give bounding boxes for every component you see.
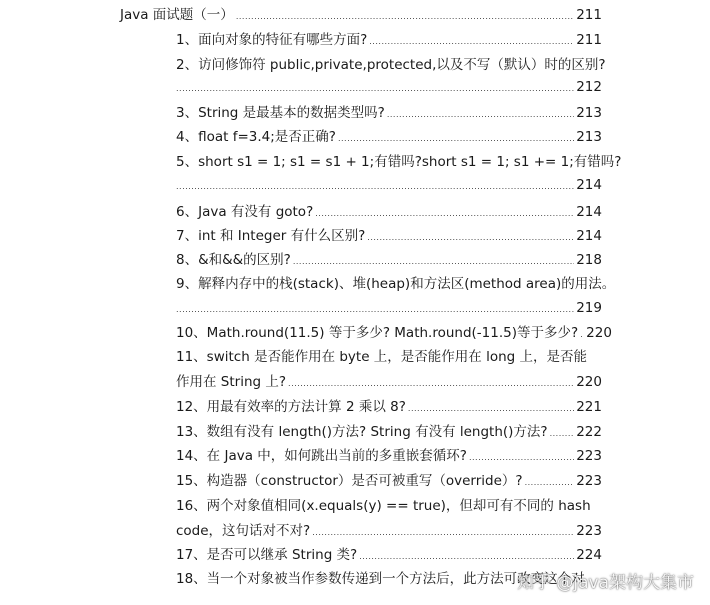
toc-entry[interactable]	[176, 447, 602, 467]
toc-entry[interactable]	[176, 153, 622, 171]
dot-leader	[176, 178, 574, 196]
toc-title-line[interactable]	[120, 6, 602, 26]
dot-leader	[369, 33, 574, 51]
page-number: 214	[576, 177, 602, 193]
page-number: 213	[576, 129, 602, 145]
page-number: 223	[576, 523, 602, 539]
dot-leader	[580, 326, 584, 344]
dot-leader	[359, 548, 574, 566]
toc-entry-continuation[interactable]	[176, 373, 602, 393]
page-number: 211	[576, 32, 602, 48]
dot-leader	[236, 8, 574, 26]
toc-entry[interactable]	[176, 497, 602, 515]
dot-leader	[288, 375, 574, 393]
dot-leader	[525, 474, 575, 492]
page-number: 219	[576, 300, 602, 316]
dot-leader	[550, 425, 575, 443]
toc-entry-text: 6、Java 有没有 goto?	[176, 204, 314, 220]
toc-entry-text: 9、解释内存中的栈(stack)、堆(heap)和方法区(method area)的用法。	[176, 276, 616, 292]
toc-entry-text: 16、两个对象值相同(x.equals(y) == true)，但却可有不同的 hash	[176, 498, 591, 514]
toc-entry-text: 14、在 Java 中，如何跳出当前的多重嵌套循环?	[176, 448, 467, 464]
toc-entry-text: 3、String 是最基本的数据类型吗?	[176, 105, 385, 121]
toc-entry[interactable]	[176, 348, 602, 366]
toc-entry[interactable]	[176, 56, 606, 74]
toc-entry-text: 17、是否可以继承 String 类?	[176, 547, 358, 563]
dot-leader	[338, 130, 574, 148]
toc-entry-continuation[interactable]	[176, 299, 602, 319]
page-number: 222	[576, 424, 602, 440]
toc-entry-text: 5、short s1 = 1; s1 = s1 + 1;有错吗?short s1 = 1; s1 += 1;有错吗?	[176, 154, 622, 170]
toc-entry-text: 1、面向对象的特征有哪些方面?	[176, 32, 368, 48]
toc-entry-text: 10、Math.round(11.5) 等于多少? Math.round(-11.5)等于多少?	[176, 325, 579, 341]
toc-entry[interactable]	[176, 203, 602, 223]
toc-entry[interactable]	[176, 546, 602, 566]
toc-title: Java 面试题（一）	[120, 7, 234, 23]
toc-entry[interactable]	[176, 31, 602, 51]
page-number: 214	[576, 204, 602, 220]
toc-entry-text: 12、用最有效率的方法计算 2 乘以 8?	[176, 399, 406, 415]
page-number: 213	[576, 105, 602, 121]
page-number: 221	[576, 399, 602, 415]
page-number: 223	[576, 448, 602, 464]
toc-entry-text: 8、&和&&的区别?	[176, 252, 291, 268]
toc-entry-text: 15、构造器（constructor）是否可被重写（override）?	[176, 473, 523, 489]
toc-entry[interactable]	[176, 423, 602, 443]
toc-entry-continuation[interactable]	[176, 176, 602, 196]
watermark: 知乎 @java架构大集市	[516, 573, 694, 593]
dot-leader	[312, 524, 574, 542]
page-number: 220	[586, 325, 612, 341]
page-number: 212	[576, 79, 602, 95]
dot-leader	[387, 106, 574, 124]
toc-entry[interactable]	[176, 104, 602, 124]
dot-leader	[469, 449, 574, 467]
page-number: 211	[576, 7, 602, 23]
toc-entry[interactable]	[176, 128, 602, 148]
dot-leader	[176, 301, 574, 319]
toc-entry-text: 作用在 String 上?	[176, 374, 287, 390]
page-number: 218	[576, 252, 602, 268]
toc-entry-text: 2、访问修饰符 public,private,protected,以及不写（默认）时的区别?	[176, 57, 606, 73]
dot-leader	[315, 205, 574, 223]
toc-entry[interactable]	[176, 398, 602, 418]
page-number: 223	[576, 473, 602, 489]
toc-entry-text: 4、float f=3.4;是否正确?	[176, 129, 336, 145]
toc-entry-text: code，这句话对不对?	[176, 523, 311, 539]
toc-entry-text: 7、int 和 Integer 有什么区别?	[176, 228, 366, 244]
toc-entry-continuation[interactable]	[176, 522, 602, 542]
page-number: 224	[576, 547, 602, 563]
dot-leader	[367, 229, 574, 247]
dot-leader	[176, 80, 574, 98]
page-number: 214	[576, 228, 602, 244]
toc-entry[interactable]	[176, 472, 602, 492]
dot-leader	[293, 253, 574, 271]
toc-entry[interactable]	[176, 275, 616, 293]
dot-leader	[408, 400, 574, 418]
toc-entry-text: 11、switch 是否能作用在 byte 上，是否能作用在 long 上，是否能	[176, 349, 588, 365]
toc-entry[interactable]	[176, 324, 614, 344]
page-number: 220	[576, 374, 602, 390]
toc-entry-text: 18、当一个对象被当作参数传递到一个方法后，此方法可改变这个对	[176, 571, 585, 587]
toc-entry[interactable]	[176, 251, 602, 271]
toc-entry[interactable]	[176, 227, 602, 247]
toc-entry-text: 13、数组有没有 length()方法? String 有没有 length()方法?	[176, 424, 548, 440]
toc-entry-continuation[interactable]	[176, 78, 602, 98]
